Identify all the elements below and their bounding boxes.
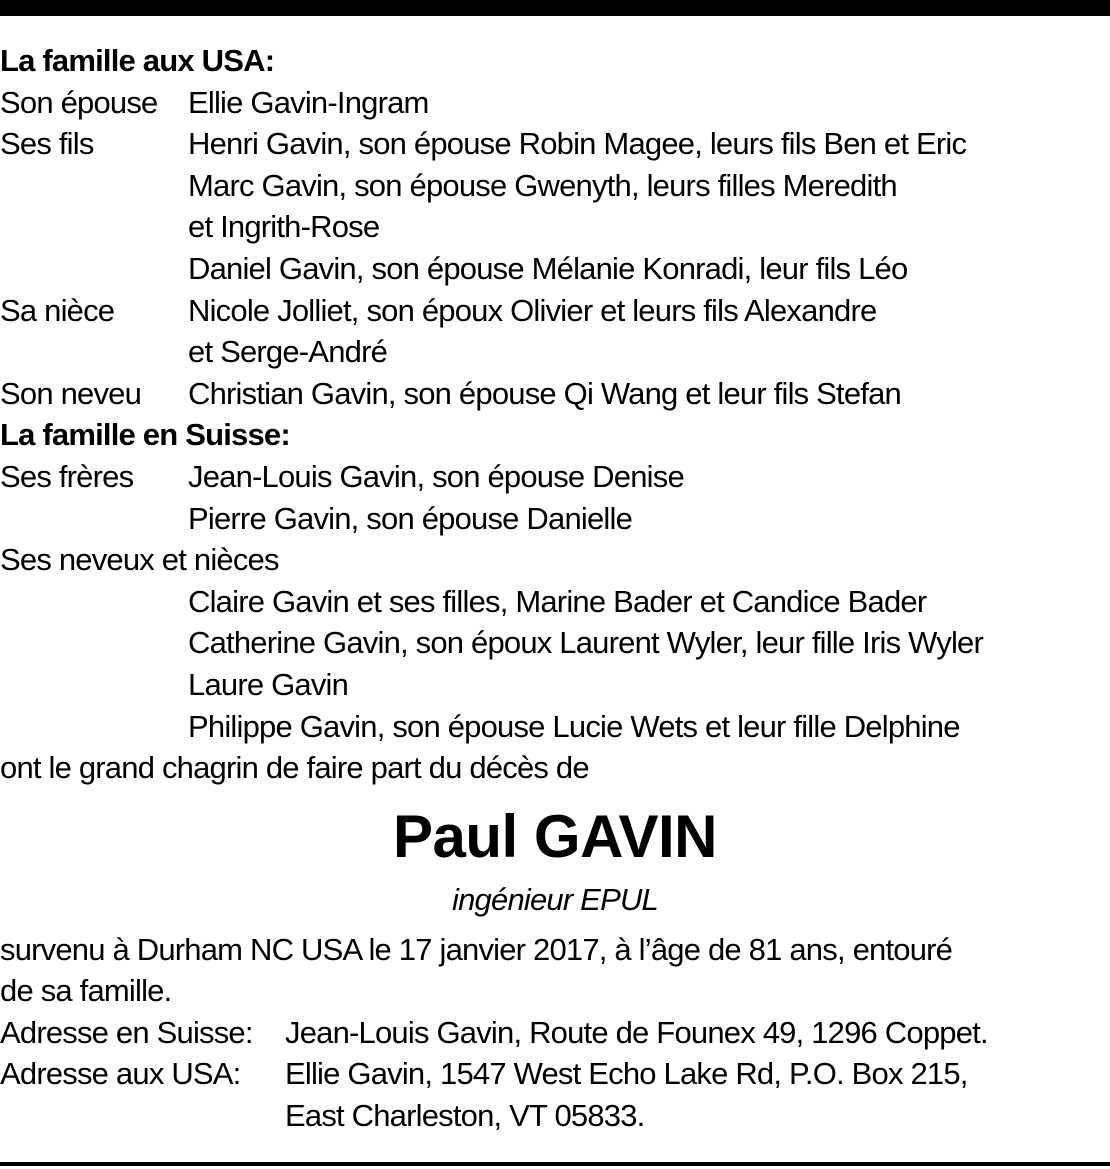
death-details-line: de sa famille. (0, 973, 172, 1009)
address-lines (285, 1053, 968, 1136)
obituary-notice (0, 40, 1110, 1137)
relation-label: Son épouse (0, 84, 158, 120)
announcement-text: ont le grand chagrin de faire part du décès de (0, 750, 589, 786)
deceased-name: Paul GAVIN (393, 802, 717, 870)
address-label: Adresse aux USA: (0, 1056, 241, 1092)
family-member-line: Nicole Jolliet, son époux Olivier et leurs fils Alexandre (188, 292, 877, 328)
relation-names (188, 581, 983, 747)
family-member-line: et Ingrith-Rose (188, 209, 380, 245)
family-member-line: Philippe Gavin, son épouse Lucie Wets et leur fille Delphine (188, 708, 960, 744)
family-member-line: Christian Gavin, son épouse Qi Wang et leur fils Stefan (188, 375, 902, 411)
relation-names (188, 290, 876, 373)
relation-label: Sa nièce (0, 292, 115, 328)
deceased-title: ingénieur EPUL (452, 881, 658, 917)
family-member-line: Marc Gavin, son épouse Gwenyth, leurs filles Meredith (188, 167, 897, 203)
family-member-line: Catherine Gavin, son époux Laurent Wyler, leur fille Iris Wyler (188, 625, 984, 661)
family-row-niece (0, 290, 1110, 373)
death-details-line: survenu à Durham NC USA le 17 janvier 2017, à l’âge de 81 ans, entouré (0, 931, 953, 967)
relation-label-nephews-nieces: Ses neveux et nièces (0, 542, 279, 578)
bottom-border-rule (0, 1162, 1110, 1166)
family-row-sons (0, 123, 1110, 289)
family-member-line: Claire Gavin et ses filles, Marine Bader et Candice Bader (188, 583, 927, 619)
family-member-line: Jean-Louis Gavin, son épouse Denise (188, 458, 684, 494)
relation-label: Ses fils (0, 126, 94, 162)
family-member-line: Daniel Gavin, son épouse Mélanie Konradi, leur fils Léo (188, 250, 908, 286)
family-member-line: Ellie Gavin-Ingram (188, 84, 429, 120)
family-row-nephew (0, 373, 1110, 415)
family-row-brothers (0, 456, 1110, 539)
top-border-rule (0, 0, 1110, 16)
family-row-spouse (0, 82, 1110, 124)
family-member-line: et Serge-André (188, 334, 388, 370)
relation-label: Ses frères (0, 458, 134, 494)
family-member-line: Laure Gavin (188, 666, 349, 702)
relation-label: Son neveu (0, 375, 142, 411)
family-member-line: Pierre Gavin, son épouse Danielle (188, 500, 633, 536)
address-label: Adresse en Suisse: (0, 1014, 253, 1050)
family-member-line: Henri Gavin, son épouse Robin Magee, leurs fils Ben et Eric (188, 126, 967, 162)
address-line: Ellie Gavin, 1547 West Echo Lake Rd, P.O. Box 215, (285, 1056, 968, 1092)
relation-names (188, 456, 684, 539)
address-row-suisse (0, 1012, 1110, 1054)
address-lines (285, 1012, 988, 1054)
deceased-block (0, 795, 1110, 921)
relation-names (188, 373, 901, 415)
address-line: Jean-Louis Gavin, Route de Founex 49, 1296 Coppet. (285, 1014, 988, 1050)
address-line: East Charleston, VT 05833. (285, 1098, 645, 1134)
family-row-nephews-nieces (0, 581, 1110, 747)
relation-names (188, 82, 429, 124)
section-heading-usa: La famille aux USA: (0, 43, 275, 78)
indent-spacer (0, 581, 188, 747)
relation-names (188, 123, 966, 289)
address-row-usa (0, 1053, 1110, 1136)
death-details (0, 929, 1110, 1012)
section-heading-suisse: La famille en Suisse: (0, 417, 290, 453)
